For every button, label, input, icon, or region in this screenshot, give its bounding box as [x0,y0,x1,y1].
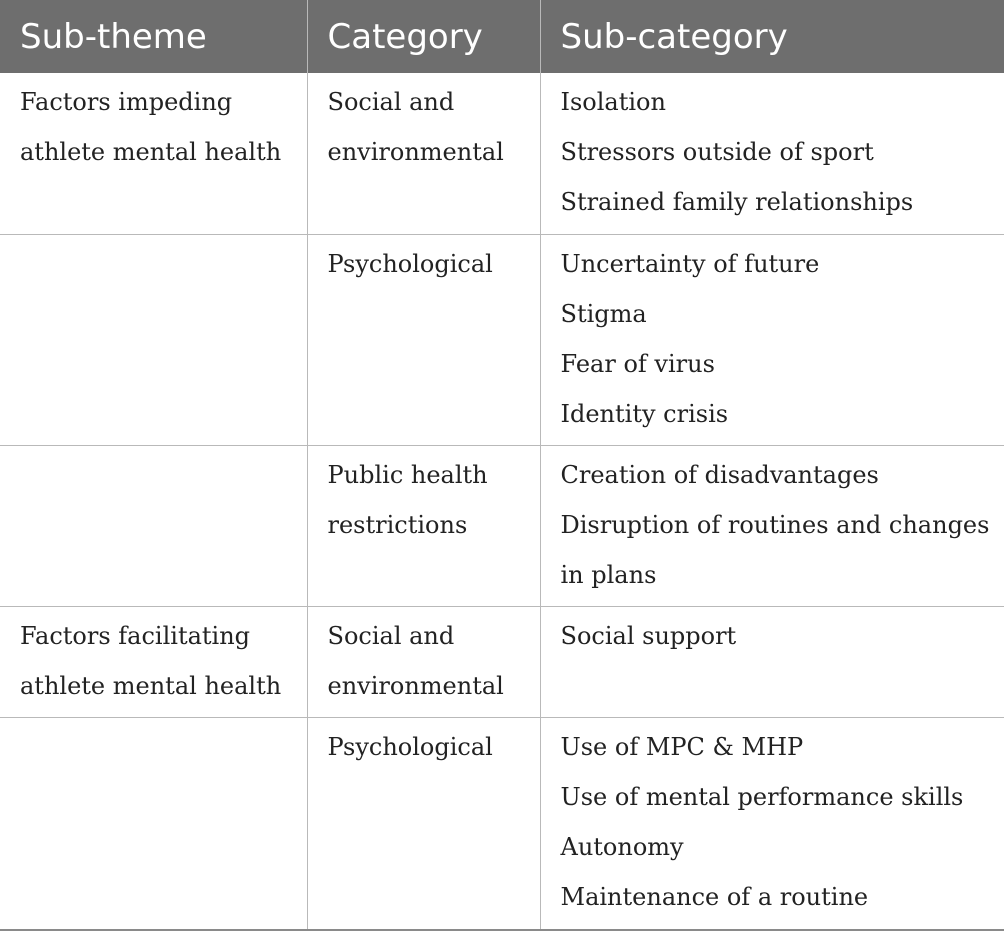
sub-category-cell [540,445,1004,606]
table-row [0,73,1004,234]
cell-line: restrictions [327,510,468,539]
cell-line: Factors facilitating [20,621,251,650]
cell-line: Creation of disadvantages [560,460,879,489]
category-cell [307,234,540,445]
cell-line: Stressors outside of sport [560,138,874,166]
header-sub-category: Sub-category [540,0,1004,73]
cell-line: athlete mental health [20,671,282,700]
sub-category-cell [540,717,1004,930]
header-category: Category [307,0,540,73]
category-cell [307,445,540,606]
cell-line: Fear of virus [560,349,715,378]
cell-line: Uncertainty of future [560,249,820,278]
table-row [0,445,1004,606]
cell-line: in plans [560,560,657,589]
category-cell [307,717,540,930]
cell-line: Strained family relationships [560,188,914,216]
table-row [0,234,1004,445]
header-sub-theme: Sub-theme [0,0,307,73]
cell-line: environmental [327,671,504,700]
cell-line: Social and [327,88,455,116]
cell-line: Isolation [560,88,666,116]
category-cell [307,73,540,234]
table-row [0,606,1004,717]
category-cell [307,606,540,717]
cell-line: environmental [327,138,504,166]
cell-line: Identity crisis [560,399,729,428]
cell-line: Disruption of routines and changes [560,510,990,539]
cell-line: Psychological [327,249,493,278]
sub-category-cell [540,73,1004,234]
sub-theme-cell [0,717,307,930]
cell-line: Social and [327,621,455,650]
cell-line: Use of mental performance skills [560,782,964,811]
table-row [0,717,1004,930]
sub-theme-cell [0,606,307,717]
cell-line: Social support [560,621,737,650]
cell-line: Stigma [560,299,647,328]
sub-category-cell [540,606,1004,717]
cell-line: Public health [327,460,488,489]
cell-line: Psychological [327,732,493,761]
cell-line: Factors impeding [20,88,233,116]
table-bottom-rule [0,929,1004,931]
cell-line: athlete mental health [20,138,282,166]
cell-line: Maintenance of a routine [560,882,869,911]
sub-theme-cell [0,234,307,445]
table-header [0,0,1004,73]
cell-line: Autonomy [560,832,684,861]
sub-theme-cell [0,73,307,234]
sub-theme-cell [0,445,307,606]
cell-line: Use of MPC & MHP [560,732,804,761]
sub-category-cell [540,234,1004,445]
